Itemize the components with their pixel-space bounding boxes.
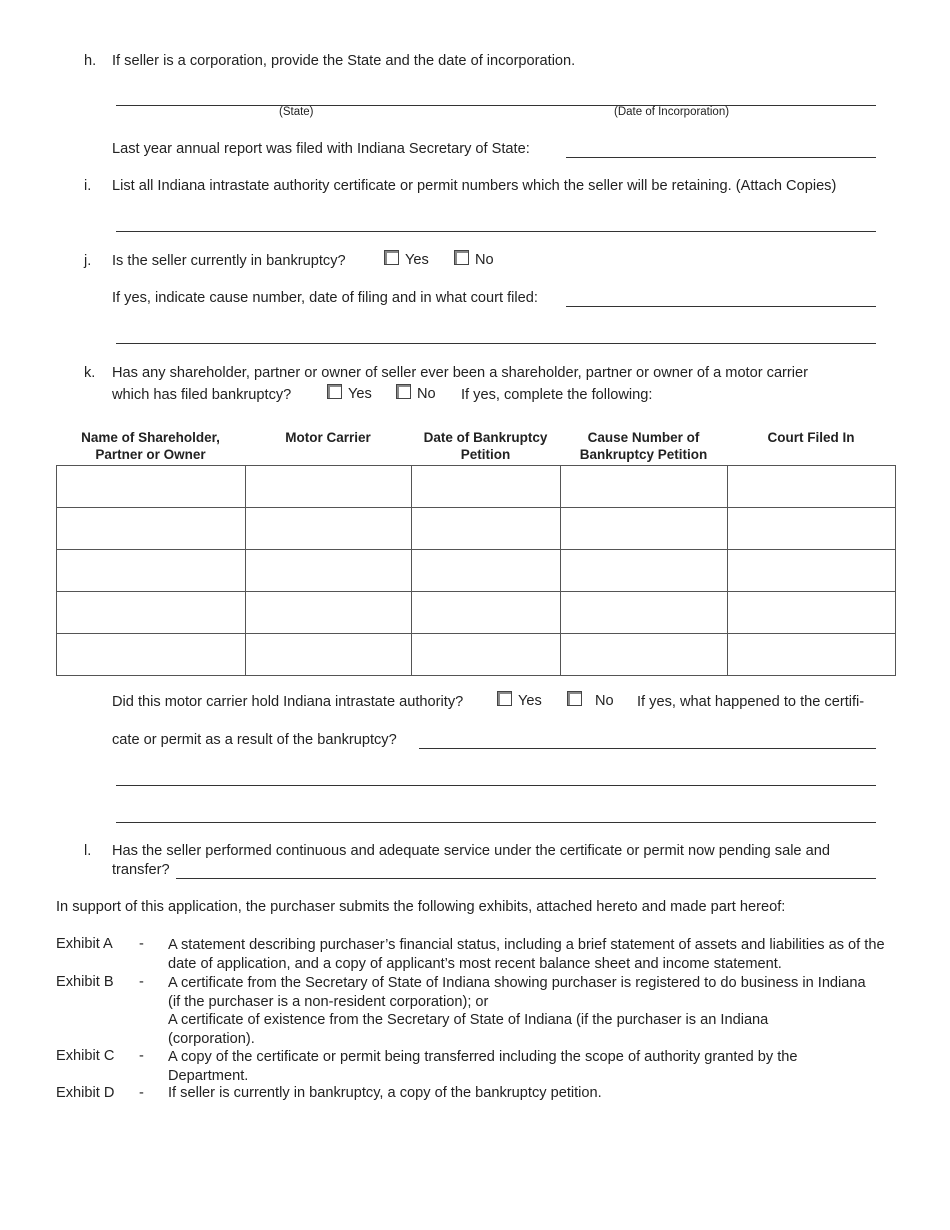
exhibit-b-label: Exhibit B xyxy=(56,974,114,990)
checkbox-authority-no[interactable] xyxy=(567,691,582,706)
table-cell[interactable] xyxy=(57,550,246,592)
item-letter-l: l. xyxy=(84,843,92,859)
item-letter-i: i. xyxy=(84,178,92,194)
annual-report-input-line[interactable] xyxy=(566,157,876,158)
table-row xyxy=(57,550,896,592)
checkbox-bankruptcy-no[interactable] xyxy=(454,250,469,265)
held-authority-label: Did this motor carrier hold Indiana intrastate authority? xyxy=(112,694,464,710)
table-cell[interactable] xyxy=(728,550,896,592)
date-of-incorporation-label: (Date of Incorporation) xyxy=(614,106,730,118)
exhibit-a-label: Exhibit A xyxy=(56,936,113,952)
exhibit-b-dash: - xyxy=(139,974,144,990)
table-cell[interactable] xyxy=(57,466,246,508)
table-cell[interactable] xyxy=(561,466,728,508)
service-input-line[interactable] xyxy=(176,878,876,879)
question-l-line2: transfer? xyxy=(112,862,170,878)
question-k-line2: which has filed bankruptcy? xyxy=(112,387,292,403)
exhibit-a-dash: - xyxy=(139,936,144,952)
exhibit-d-label: Exhibit D xyxy=(56,1085,115,1101)
checkbox-shareholder-no[interactable] xyxy=(396,384,411,399)
table-row xyxy=(57,466,896,508)
header-bankruptcy-date: Date of Bankruptcy Petition xyxy=(423,430,548,462)
exhibit-c-text: A copy of the certificate or permit being transferred including the scope of authority granted by the Department. xyxy=(168,1049,798,1084)
exhibit-b-text-alt: A certificate of existence from the Secretary of State of Indiana (if the purchaser is an Indiana (corporation). xyxy=(168,1012,769,1047)
table-cell[interactable] xyxy=(412,550,561,592)
exhibit-b-text: A certificate from the Secretary of State of Indiana showing purchaser is registered to do business in Indiana (if the purchaser is a non-resident corporation); or xyxy=(168,975,866,1010)
table-cell[interactable] xyxy=(412,466,561,508)
exhibit-d-text: If seller is currently in bankruptcy, a copy of the bankruptcy petition. xyxy=(168,1085,602,1101)
support-statement: In support of this application, the purchaser submits the following exhibits, attached hereto and made part hereof: xyxy=(56,899,786,915)
header-court-filed-in: Court Filed In xyxy=(767,430,855,445)
shareholder-yes-option[interactable] xyxy=(327,384,372,402)
table-cell[interactable] xyxy=(412,592,561,634)
what-happened-input-line-2[interactable] xyxy=(116,785,876,786)
exhibit-c-label: Exhibit C xyxy=(56,1048,115,1064)
shareholder-no-option[interactable] xyxy=(396,384,436,402)
cause-number-input-line[interactable] xyxy=(566,306,876,307)
bankruptcy-no-option[interactable] xyxy=(454,250,494,268)
no-label: No xyxy=(417,386,436,402)
table-cell[interactable] xyxy=(246,466,412,508)
yes-label: Yes xyxy=(348,386,372,402)
table-cell[interactable] xyxy=(57,508,246,550)
table-cell[interactable] xyxy=(57,592,246,634)
table-cell[interactable] xyxy=(728,592,896,634)
annual-report-label: Last year annual report was filed with Indiana Secretary of State: xyxy=(112,141,530,157)
authority-no-option[interactable] xyxy=(567,691,614,709)
authority-yes-option[interactable] xyxy=(497,691,542,709)
table-row xyxy=(57,592,896,634)
checkbox-shareholder-yes[interactable] xyxy=(327,384,342,399)
header-motor-carrier: Motor Carrier xyxy=(285,430,371,445)
item-letter-j: j. xyxy=(84,253,92,269)
yes-label: Yes xyxy=(518,693,542,709)
bankruptcy-followup-label: If yes, indicate cause number, date of filing and in what court filed: xyxy=(112,290,538,306)
state-date-input-line[interactable] xyxy=(116,105,876,106)
bankruptcy-table xyxy=(56,465,896,676)
what-happened-input-line[interactable] xyxy=(419,748,876,749)
table-cell[interactable] xyxy=(412,634,561,676)
question-l-line1: Has the seller performed continuous and adequate service under the certificate or permit now pending sale and xyxy=(112,843,830,859)
table-row xyxy=(57,634,896,676)
checkbox-bankruptcy-yes[interactable] xyxy=(384,250,399,265)
item-letter-k: k. xyxy=(84,365,96,381)
question-j: Is the seller currently in bankruptcy? xyxy=(112,253,346,269)
what-happened-label-cont: cate or permit as a result of the bankruptcy? xyxy=(112,732,397,748)
table-cell[interactable] xyxy=(246,508,412,550)
court-filed-input-line[interactable] xyxy=(116,343,876,344)
table-cell[interactable] xyxy=(246,634,412,676)
table-row xyxy=(57,508,896,550)
checkbox-authority-yes[interactable] xyxy=(497,691,512,706)
exhibit-d-dash: - xyxy=(139,1085,144,1101)
table-cell[interactable] xyxy=(246,592,412,634)
item-letter-h: h. xyxy=(84,53,97,69)
table-cell[interactable] xyxy=(561,550,728,592)
table-cell[interactable] xyxy=(561,634,728,676)
table-cell[interactable] xyxy=(246,550,412,592)
yes-label: Yes xyxy=(405,252,429,268)
table-cell[interactable] xyxy=(728,466,896,508)
state-label: (State) xyxy=(279,106,314,118)
no-label: No xyxy=(475,252,494,268)
table-cell[interactable] xyxy=(412,508,561,550)
exhibit-a-text: A statement describing purchaser’s financial status, including a brief statement of assets and liabilities as of the date of application, and a copy of applicant’s most recent balance sheet and income statement. xyxy=(168,937,885,972)
exhibit-c-dash: - xyxy=(139,1048,144,1064)
what-happened-input-line-3[interactable] xyxy=(116,822,876,823)
table-cell[interactable] xyxy=(728,508,896,550)
retained-permits-input-line[interactable] xyxy=(116,231,876,232)
header-shareholder-name: Name of Shareholder, Partner or Owner xyxy=(81,430,220,462)
what-happened-label: If yes, what happened to the certifi- xyxy=(637,694,865,710)
no-label: No xyxy=(595,693,614,709)
complete-following-label: If yes, complete the following: xyxy=(461,387,653,403)
table-cell[interactable] xyxy=(57,634,246,676)
question-i: List all Indiana intrastate authority certificate or permit numbers which the seller will be retaining. (Attach Copies) xyxy=(112,178,837,194)
question-h: If seller is a corporation, provide the State and the date of incorporation. xyxy=(112,53,576,69)
question-k-line1: Has any shareholder, partner or owner of seller ever been a shareholder, partner or owner of a motor carrier xyxy=(112,365,808,381)
table-cell[interactable] xyxy=(561,592,728,634)
bankruptcy-yes-option[interactable] xyxy=(384,250,429,268)
table-cell[interactable] xyxy=(728,634,896,676)
table-cell[interactable] xyxy=(561,508,728,550)
header-cause-number: Cause Number of Bankruptcy Petition xyxy=(579,430,708,462)
